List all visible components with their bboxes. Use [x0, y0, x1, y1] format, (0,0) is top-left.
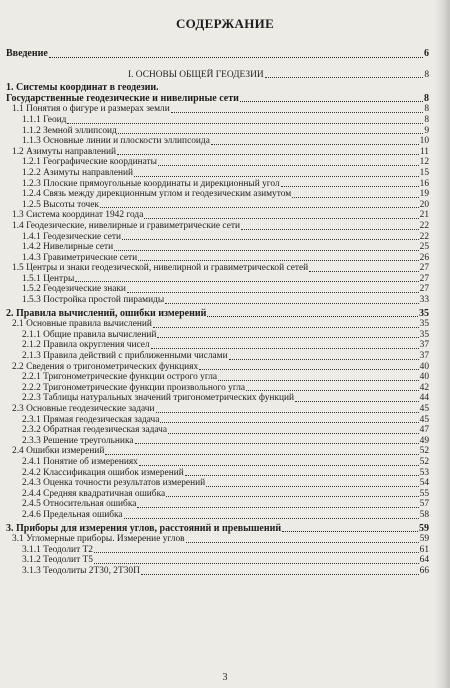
toc-entry-page: 19	[419, 189, 429, 200]
toc-entry	[6, 457, 429, 468]
toc-entry	[6, 436, 429, 447]
toc-entry-page: 25	[419, 242, 429, 253]
toc-leader-dots	[134, 176, 419, 177]
toc-leader-dots	[141, 574, 419, 575]
toc-entry-title: 1.2.5 Высоты точек	[22, 199, 99, 210]
toc-leader-dots	[75, 281, 418, 282]
toc-entry-page: 64	[419, 555, 429, 566]
toc-entry-page: 52	[419, 456, 429, 467]
toc-leader-dots	[158, 165, 419, 166]
toc-leader-dots	[94, 552, 419, 553]
toc-entry	[6, 253, 429, 264]
toc-entry-title: 1.5 Центры и знаки геодезической, нивелирной и гравиметрической сетей	[12, 263, 309, 274]
toc-entry-page: 47	[419, 425, 429, 436]
toc-entry	[6, 263, 429, 274]
toc-entry-page: 27	[419, 273, 429, 284]
toc-entry-title: 1.1.2 Земной эллипсоид	[22, 125, 117, 136]
toc-leader-dots	[118, 133, 423, 134]
toc-entry-page: 61	[419, 544, 429, 555]
toc-entry-page: 35	[419, 307, 429, 319]
toc-entry	[6, 309, 429, 320]
toc-entry-title: 2.4.3 Оценка точности результатов измерений	[22, 478, 206, 489]
toc-entry	[6, 232, 429, 243]
toc-entry-page: 66	[419, 565, 429, 576]
toc-entry	[6, 555, 429, 566]
toc-leader-dots	[265, 77, 424, 78]
toc-entry	[6, 70, 429, 81]
toc-entry-title: 1.2.3 Плоские прямоугольные координаты и дирекционный угол	[22, 178, 280, 189]
toc-entry-title: 2.3.2 Обратная геодезическая задача	[22, 425, 168, 436]
toc-entry-page: 59	[419, 522, 429, 534]
toc-leader-dots	[67, 123, 423, 124]
toc-leader-dots	[160, 422, 418, 423]
toc-entry	[6, 372, 429, 383]
toc-entry-title: 1.4 Геодезические, нивелирные и гравиметрические сети	[12, 220, 240, 231]
toc-entry-title: 2. Правила вычислений, ошибки измерений	[6, 307, 207, 319]
toc-leader-dots	[295, 401, 419, 402]
toc-entry-page: 8	[424, 114, 429, 125]
toc-entry-page: 53	[419, 467, 429, 478]
toc-entry-page: 42	[419, 382, 429, 393]
toc-entry	[6, 115, 429, 126]
toc-entry-title: 2.3 Основные геодезические задачи	[12, 404, 155, 414]
toc-entry-title: Государственные геодезические и нивелирные сети	[6, 92, 239, 104]
toc-entry	[6, 136, 429, 147]
toc-entry-title: 1.5.2 Геодезические знаки	[22, 284, 126, 295]
toc-entry-page: 27	[419, 284, 429, 295]
toc-entry-title: 2.4 Ошибки измерений	[12, 446, 105, 457]
toc-leader-dots	[171, 112, 424, 113]
toc-leader-dots	[246, 390, 419, 391]
toc-leader-dots	[105, 454, 418, 455]
toc-entry-title: 2.1 Основные правила вычислений	[12, 319, 152, 330]
toc-leader-dots	[117, 154, 419, 155]
toc-leader-dots	[100, 207, 419, 208]
toc-entry-title: 2.1.3 Правила действий с приближенными числами	[22, 351, 228, 362]
toc-entry	[6, 425, 429, 436]
toc-entry-page: 33	[419, 295, 429, 306]
toc-entry-title: 1.1 Понятия о фигуре и размерах земли	[12, 104, 170, 115]
toc-entry-page: 37	[419, 340, 429, 351]
toc-entry-page: 58	[419, 509, 429, 520]
toc-entry	[6, 104, 429, 115]
toc-entry-title: 2.2 Сведения о тригонометрических функциях	[12, 361, 199, 372]
toc-entry-title: 1.4.1 Геодезические сети	[22, 231, 122, 242]
page-spine-shadow	[434, 0, 450, 688]
toc-entry-page: 44	[419, 393, 429, 404]
toc-leader-dots	[240, 101, 423, 102]
toc-entry-page: 12	[419, 157, 429, 168]
toc-entry	[6, 189, 429, 200]
toc-entry	[6, 510, 429, 521]
toc-entry-title: 3. Приборы для измерения углов, расстояний и превышений	[6, 522, 282, 534]
page-number: 3	[222, 672, 228, 683]
toc-entry-page: 6	[424, 48, 429, 59]
toc-entry-title: 1.4.3 Гравиметрические сети	[22, 252, 138, 263]
toc-entry-title: 2.4.2 Классификация ошибок измерений	[22, 467, 184, 478]
table-of-contents	[6, 46, 429, 577]
toc-leader-dots	[211, 144, 419, 145]
toc-entry	[6, 147, 429, 158]
toc-entry	[6, 351, 429, 362]
toc-entry-title: 3.1.3 Теодолиты 2Т30, 2Т30П	[22, 565, 140, 576]
toc-leader-dots	[229, 359, 419, 360]
toc-entry	[6, 319, 429, 330]
toc-entry	[6, 179, 429, 190]
toc-entry-title: 2.4.6 Предельная ошибка	[22, 509, 123, 520]
toc-entry-title: 3.1 Угломерные приборы. Измерение углов	[12, 534, 185, 545]
toc-leader-dots	[186, 542, 419, 543]
toc-leader-dots	[168, 433, 419, 434]
toc-entry-title: 1.2 Азимуты направлений	[12, 146, 117, 157]
toc-leader-dots	[218, 380, 419, 381]
toc-entry-page: 40	[419, 361, 429, 372]
toc-leader-dots	[281, 186, 419, 187]
toc-leader-dots	[309, 271, 418, 272]
toc-entry	[6, 94, 429, 105]
toc-entry	[6, 415, 429, 426]
toc-entry-page: 8	[424, 69, 429, 80]
toc-leader-dots	[122, 239, 419, 240]
toc-entry-page: 37	[419, 351, 429, 362]
toc-leader-dots	[165, 303, 418, 304]
toc-entry-page: 35	[419, 329, 429, 340]
toc-entry	[6, 126, 429, 137]
toc-leader-dots	[199, 369, 418, 370]
toc-leader-dots	[94, 563, 419, 564]
toc-leader-dots	[207, 316, 418, 317]
toc-entry-title: 2.4.1 Понятие об измерениях	[22, 456, 138, 467]
toc-entry-page: 8	[424, 104, 429, 115]
toc-leader-dots	[114, 250, 418, 251]
toc-leader-dots	[127, 292, 419, 293]
toc-entry	[6, 168, 429, 179]
toc-entry-title: 2.1.2 Правила округления чисел	[22, 340, 150, 351]
toc-entry	[6, 200, 429, 211]
toc-entry	[6, 242, 429, 253]
toc-entry-title: 3.1.2 Теодолит Т5	[22, 555, 93, 566]
toc-entry-page: 27	[419, 263, 429, 274]
toc-entry-title: 1.1.3 Основные линии и плоскости эллипсоида	[22, 136, 210, 147]
toc-entry-title: 1.2.2 Азимуты направлений	[22, 167, 134, 178]
toc-entry-title: 1.3 Система координат 1942 года	[12, 210, 144, 221]
toc-leader-dots	[49, 57, 423, 58]
toc-entry-title: 2.2.2 Тригонометрические функции произвольного угла	[22, 382, 246, 393]
toc-entry-page: 26	[419, 252, 429, 263]
toc-entry-page: 21	[419, 210, 429, 221]
toc-entry-page: 11	[419, 146, 429, 157]
toc-entry-page: 22	[419, 231, 429, 242]
toc-entry-page: 45	[419, 414, 429, 425]
toc-entry-title: 1.2.4 Связь между дирекционным углом и геодезическим азимутом	[22, 189, 292, 200]
toc-entry-page: 15	[419, 167, 429, 178]
toc-entry-title: 2.3.1 Прямая геодезическая задача	[22, 414, 160, 425]
toc-leader-dots	[135, 443, 419, 444]
toc-leader-dots	[206, 486, 418, 487]
toc-entry-page: 20	[419, 199, 429, 210]
toc-entry	[6, 274, 429, 285]
toc-entry	[6, 489, 429, 500]
toc-entry-title: I. ОСНОВЫ ОБЩЕЙ ГЕОДЕЗИИ	[128, 69, 264, 80]
toc-entry-title: 2.1.1 Общие правила вычислений	[22, 329, 157, 340]
toc-entry	[6, 545, 429, 556]
toc-entry-title: 1.5.1 Центры	[22, 273, 75, 284]
toc-entry	[6, 468, 429, 479]
toc-entry	[6, 362, 429, 373]
toc-entry-title: 1.1.1 Геоид	[22, 114, 67, 125]
toc-leader-dots	[157, 337, 418, 338]
toc-entry	[6, 566, 429, 577]
toc-leader-dots	[156, 412, 419, 413]
toc-entry-page: 9	[424, 125, 429, 136]
toc-entry-page: 49	[419, 435, 429, 446]
toc-entry	[6, 404, 429, 415]
page-title: СОДЕРЖАНИЕ	[175, 16, 275, 31]
toc-leader-dots	[241, 229, 419, 230]
toc-leader-dots	[185, 475, 419, 476]
toc-entry	[6, 330, 429, 341]
toc-leader-dots	[138, 260, 419, 261]
toc-leader-dots	[139, 465, 419, 466]
toc-entry-page: 54	[419, 478, 429, 489]
toc-entry-title: 1.2.1 Географические координаты	[22, 157, 157, 168]
toc-entry	[6, 499, 429, 510]
toc-entry-title: 1. Системы координат в геодезии.	[6, 82, 159, 94]
toc-entry	[6, 383, 429, 394]
toc-entry-page: 8	[424, 92, 429, 104]
toc-entry-title: Введение	[6, 48, 48, 59]
toc-entry	[6, 393, 429, 404]
toc-entry-page: 40	[419, 372, 429, 383]
toc-entry	[6, 524, 429, 535]
toc-entry	[6, 446, 429, 457]
toc-entry-page: 52	[419, 446, 429, 457]
toc-entry-title: 3.1.1 Теодолит Т2	[22, 544, 93, 555]
toc-entry	[6, 478, 429, 489]
toc-leader-dots	[166, 496, 418, 497]
toc-entry-title: 2.4.5 Относительная ошибка	[22, 499, 137, 510]
toc-entry-page: 57	[419, 499, 429, 510]
toc-entry	[6, 157, 429, 168]
toc-entry	[6, 210, 429, 221]
toc-leader-dots	[282, 531, 418, 532]
toc-leader-dots	[137, 507, 418, 508]
toc-entry-page: 45	[419, 404, 429, 414]
toc-entry-title: 2.2.1 Тригонометрические функции острого угла	[22, 372, 218, 383]
toc-leader-dots	[124, 518, 419, 519]
toc-entry-title: 1.4.2 Нивелирные сети	[22, 242, 114, 253]
toc-entry	[6, 49, 429, 60]
toc-entry	[6, 534, 429, 545]
toc-entry	[6, 295, 429, 306]
toc-entry-page: 59	[419, 534, 429, 545]
toc-entry-page: 16	[419, 178, 429, 189]
toc-leader-dots	[292, 197, 418, 198]
toc-entry-page: 10	[419, 136, 429, 147]
toc-leader-dots	[153, 327, 419, 328]
toc-entry-title: 2.3.3 Решение треугольника	[22, 435, 134, 446]
toc-leader-dots	[151, 348, 419, 349]
toc-entry-title: 2.4.4 Средняя квадратичная ошибка	[22, 488, 166, 499]
toc-leader-dots	[144, 218, 418, 219]
toc-entry-page: 22	[419, 220, 429, 231]
toc-entry	[6, 221, 429, 232]
toc-entry-title: 2.2.3 Таблицы натуральных значений тригонометрических функций	[22, 393, 295, 404]
toc-entry	[6, 340, 429, 351]
toc-entry-title: 1.5.3 Постройка простой пирамиды	[22, 295, 165, 306]
toc-entry	[6, 284, 429, 295]
toc-entry-page: 55	[419, 488, 429, 499]
toc-entry-page: 35	[419, 319, 429, 330]
